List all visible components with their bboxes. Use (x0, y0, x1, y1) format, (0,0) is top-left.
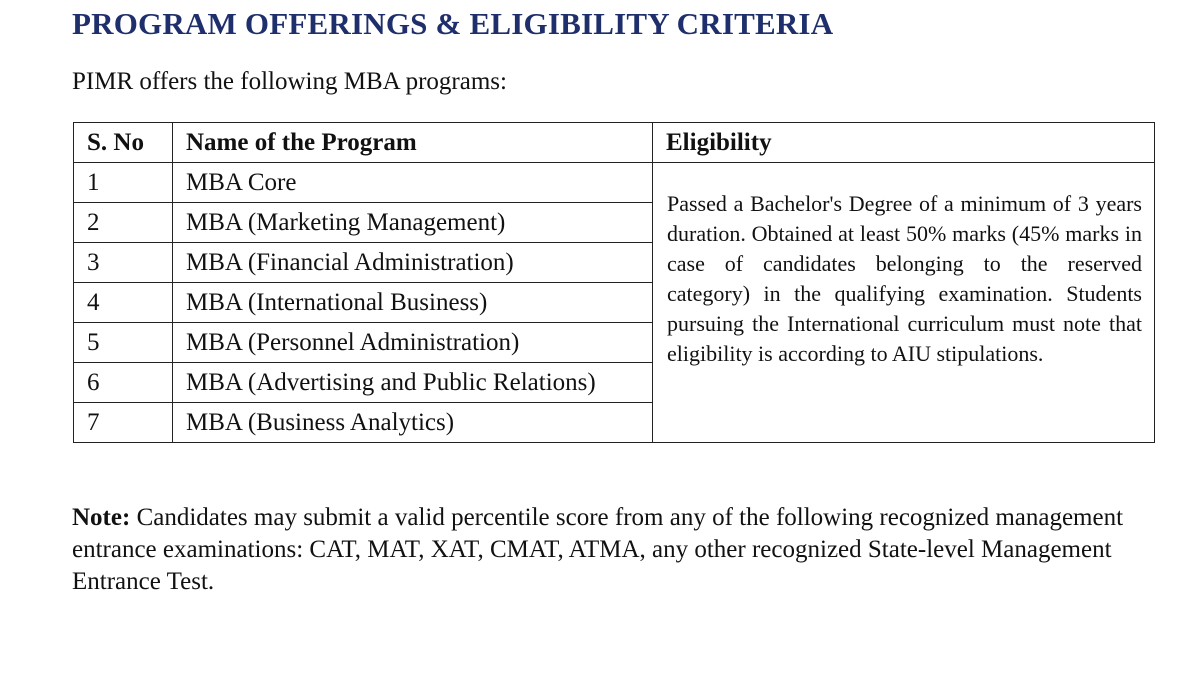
program-table (73, 122, 1155, 443)
row-sno: 1 (74, 163, 173, 203)
intro-text: PIMR offers the following MBA programs: (72, 68, 507, 95)
page-title: PROGRAM OFFERINGS & ELIGIBILITY CRITERIA (72, 6, 834, 41)
row-sno: 7 (74, 403, 173, 443)
header-program: Name of the Program (173, 123, 653, 163)
eligibility-text: Passed a Bachelor's Degree of a minimum of 3 years duration. Obtained at least 50% marks (45% marks in case of candidates belonging to the reserved category) in the qualifying examination. Students pursuing the International curriculum must note that eligibility is according to AIU stipulations. (653, 163, 1155, 443)
table-header-row (74, 123, 1155, 163)
row-sno: 4 (74, 283, 173, 323)
row-program: MBA (Marketing Management) (173, 203, 653, 243)
header-sno: S. No (74, 123, 173, 163)
note-text: Candidates may submit a valid percentile score from any of the following recognized management entrance examinations: CAT, MAT, XAT, CMAT, ATMA, any other recognized State-level Management Entrance Test. (72, 504, 1124, 595)
row-sno: 2 (74, 203, 173, 243)
note-label: Note: (72, 504, 131, 531)
row-program: MBA (International Business) (173, 283, 653, 323)
row-sno: 6 (74, 363, 173, 403)
note-paragraph (72, 502, 1132, 598)
row-program: MBA Core (173, 163, 653, 203)
row-program: MBA (Personnel Administration) (173, 323, 653, 363)
row-program: MBA (Advertising and Public Relations) (173, 363, 653, 403)
table-row (74, 163, 1155, 203)
row-program: MBA (Financial Administration) (173, 243, 653, 283)
row-sno: 3 (74, 243, 173, 283)
header-eligibility: Eligibility (653, 123, 1155, 163)
row-program: MBA (Business Analytics) (173, 403, 653, 443)
row-sno: 5 (74, 323, 173, 363)
